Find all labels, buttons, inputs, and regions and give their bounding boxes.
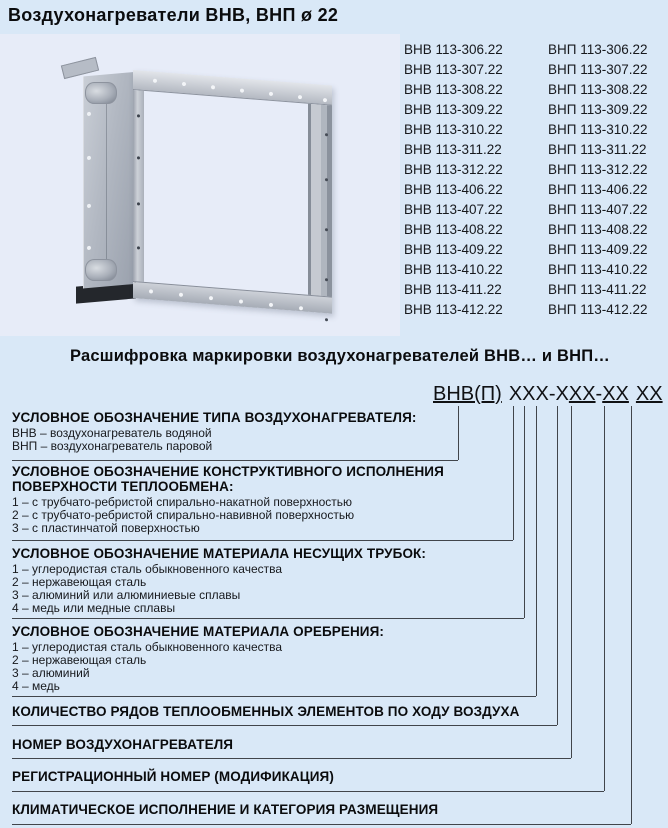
model-vnp: ВНП 113-411.22 bbox=[548, 282, 647, 297]
heater-left-flange bbox=[133, 90, 144, 282]
model-vnp: ВНП 113-409.22 bbox=[548, 242, 648, 257]
model-row bbox=[404, 40, 648, 60]
connector-line-3 bbox=[524, 406, 525, 618]
connector-line-4 bbox=[536, 406, 537, 696]
decode-heading: Расшифровка маркировки воздухонагревателей ВНВ… и ВНП… bbox=[70, 347, 610, 365]
model-vnp: ВНП 113-312.22 bbox=[548, 162, 648, 177]
side-rivets bbox=[87, 112, 91, 116]
connector-rule-6 bbox=[12, 758, 571, 759]
pipe-stub-bottom bbox=[85, 259, 117, 281]
model-vnv: ВНВ 113-307.22 bbox=[404, 62, 503, 77]
section-heading: УСЛОВНОЕ ОБОЗНАЧЕНИЕ МАТЕРИАЛА ОРЕБРЕНИЯ: bbox=[12, 624, 385, 639]
section-item: ВНП – воздухонагреватель паровой bbox=[12, 439, 213, 453]
section-heading: УСЛОВНОЕ ОБОЗНАЧЕНИЕ ТИПА ВОЗДУХОНАГРЕВАТЕЛЯ: bbox=[12, 410, 417, 425]
connector-line-6 bbox=[571, 406, 572, 758]
model-vnv: ВНВ 113-411.22 bbox=[404, 282, 502, 297]
bottom-bolt-holes bbox=[149, 289, 153, 293]
model-row bbox=[404, 120, 648, 140]
model-row bbox=[404, 100, 648, 120]
model-vnv: ВНВ 113-308.22 bbox=[404, 82, 503, 97]
model-vnv: ВНВ 113-409.22 bbox=[404, 242, 503, 257]
section-items bbox=[12, 496, 482, 535]
model-row bbox=[404, 80, 648, 100]
connector-rule-4 bbox=[12, 696, 536, 697]
model-vnp: ВНП 113-412.22 bbox=[548, 302, 648, 317]
section-item: 4 – медь bbox=[12, 679, 60, 693]
top-bolt-holes bbox=[153, 79, 157, 83]
model-row bbox=[404, 60, 648, 80]
section-item: 2 – нержавеющая сталь bbox=[12, 575, 147, 589]
model-list bbox=[404, 40, 648, 320]
section-heading: РЕГИСТРАЦИОННЫЙ НОМЕР (МОДИФИКАЦИЯ) bbox=[12, 769, 334, 784]
model-row bbox=[404, 180, 648, 200]
model-row bbox=[404, 240, 648, 260]
heater-finned-tubes bbox=[144, 91, 308, 295]
connector-rule-7 bbox=[12, 791, 604, 792]
model-vnp: ВНП 113-309.22 bbox=[548, 102, 648, 117]
section-item: 1 – углеродистая сталь обыкновенного качества bbox=[12, 562, 283, 576]
model-vnp: ВНП 113-410.22 bbox=[548, 262, 648, 277]
section-items bbox=[12, 563, 482, 615]
connector-line-7 bbox=[604, 406, 605, 791]
heater-right-flange bbox=[308, 104, 332, 297]
model-vnv: ВНВ 113-407.22 bbox=[404, 202, 503, 217]
heater-photo bbox=[0, 34, 400, 336]
connector-line-8 bbox=[631, 406, 632, 824]
formula-number: ХХ bbox=[568, 383, 596, 405]
right-bolt-holes bbox=[325, 133, 328, 136]
model-vnv: ВНВ 113-311.22 bbox=[404, 142, 502, 157]
model-vnv: ВНВ 113-310.22 bbox=[404, 122, 503, 137]
left-bolt-holes bbox=[137, 114, 140, 117]
model-row bbox=[404, 140, 648, 160]
connector-rule-1 bbox=[12, 460, 458, 461]
formula-registration: ХХ bbox=[602, 383, 629, 405]
section-items bbox=[12, 641, 482, 693]
model-row bbox=[404, 260, 648, 280]
heater-side-panel bbox=[83, 72, 134, 288]
section-row-count bbox=[12, 704, 602, 719]
section-heater-number bbox=[12, 737, 602, 752]
model-vnp: ВНП 113-406.22 bbox=[548, 182, 648, 197]
connector-line-5 bbox=[557, 406, 558, 725]
heater-body bbox=[133, 90, 332, 297]
model-vnp: ВНП 113-407.22 bbox=[548, 202, 648, 217]
model-vnv: ВНВ 113-412.22 bbox=[404, 302, 503, 317]
section-climatic bbox=[12, 802, 602, 817]
section-item: 2 – с трубчато-ребристой спирально-навивной поверхностью bbox=[12, 508, 355, 522]
model-vnp: ВНП 113-311.22 bbox=[548, 142, 647, 157]
model-vnv: ВНВ 113-306.22 bbox=[404, 42, 503, 57]
section-heading: КЛИМАТИЧЕСКОЕ ИСПОЛНЕНИЕ И КАТЕГОРИЯ РАЗМЕЩЕНИЯ bbox=[12, 802, 439, 817]
page-title: Воздухонагреватели ВНВ, ВНП ø 22 bbox=[8, 5, 339, 25]
section-registration-number bbox=[12, 769, 602, 784]
section-item: 3 – алюминий bbox=[12, 666, 90, 680]
section-item: 2 – нержавеющая сталь bbox=[12, 653, 147, 667]
model-vnp: ВНП 113-307.22 bbox=[548, 62, 648, 77]
section-item: 1 – углеродистая сталь обыкновенного качества bbox=[12, 640, 283, 654]
pipe-stub-top bbox=[85, 82, 117, 104]
connector-line-2 bbox=[513, 406, 514, 540]
section-item: ВНВ – воздухонагреватель водяной bbox=[12, 426, 212, 440]
model-row bbox=[404, 220, 648, 240]
model-vnv: ВНВ 113-408.22 bbox=[404, 222, 503, 237]
marking-formula bbox=[433, 383, 663, 406]
section-item: 3 – с пластинчатой поверхностью bbox=[12, 521, 200, 535]
heater-front bbox=[133, 70, 332, 314]
connector-line-1 bbox=[458, 406, 459, 460]
section-heading: УСЛОВНОЕ ОБОЗНАЧЕНИЕ КОНСТРУКТИВНОГО ИСПОЛНЕНИЯ ПОВЕРХНОСТИ ТЕПЛООБМЕНА: bbox=[12, 464, 444, 494]
model-vnp: ВНП 113-310.22 bbox=[548, 122, 648, 137]
connector-rule-2 bbox=[12, 540, 513, 541]
section-item: 1 – с трубчато-ребристой спирально-накатной поверхностью bbox=[12, 495, 353, 509]
model-row bbox=[404, 160, 648, 180]
section-heading: НОМЕР ВОЗДУХОНАГРЕВАТЕЛЯ bbox=[12, 737, 234, 752]
section-tube-material bbox=[12, 546, 482, 615]
model-row bbox=[404, 280, 648, 300]
model-vnp: ВНП 113-308.22 bbox=[548, 82, 648, 97]
model-vnp: ВНП 113-306.22 bbox=[548, 42, 648, 57]
model-vnv: ВНВ 113-410.22 bbox=[404, 262, 503, 277]
section-items bbox=[12, 427, 482, 453]
section-item: 3 – алюминий или алюминиевые сплавы bbox=[12, 588, 241, 602]
formula-climatic: ХХ bbox=[635, 383, 663, 405]
section-heading: УСЛОВНОЕ ОБОЗНАЧЕНИЕ МАТЕРИАЛА НЕСУЩИХ ТРУБОК: bbox=[12, 546, 426, 561]
section-surface-design bbox=[12, 464, 482, 535]
model-vnv: ВНВ 113-406.22 bbox=[404, 182, 503, 197]
model-row bbox=[404, 200, 648, 220]
model-row bbox=[404, 300, 648, 320]
connector-rule-8 bbox=[12, 824, 631, 825]
model-vnv: ВНВ 113-312.22 bbox=[404, 162, 503, 177]
formula-dash: - bbox=[595, 383, 603, 405]
model-vnp: ВНП 113-408.22 bbox=[548, 222, 648, 237]
connector-rule-5 bbox=[12, 725, 557, 726]
section-fin-material bbox=[12, 624, 482, 693]
connector-rule-3 bbox=[12, 618, 524, 619]
section-type-designation bbox=[12, 410, 482, 453]
formula-digits: ХХХ-Х bbox=[508, 383, 569, 405]
side-seam bbox=[106, 82, 107, 278]
model-vnv: ВНВ 113-309.22 bbox=[404, 102, 503, 117]
section-heading: КОЛИЧЕСТВО РЯДОВ ТЕПЛООБМЕННЫХ ЭЛЕМЕНТОВ ПО ХОДУ ВОЗДУХА bbox=[12, 704, 520, 719]
formula-type: ВНВ(П) bbox=[433, 383, 502, 405]
section-item: 4 – медь или медные сплавы bbox=[12, 601, 176, 615]
